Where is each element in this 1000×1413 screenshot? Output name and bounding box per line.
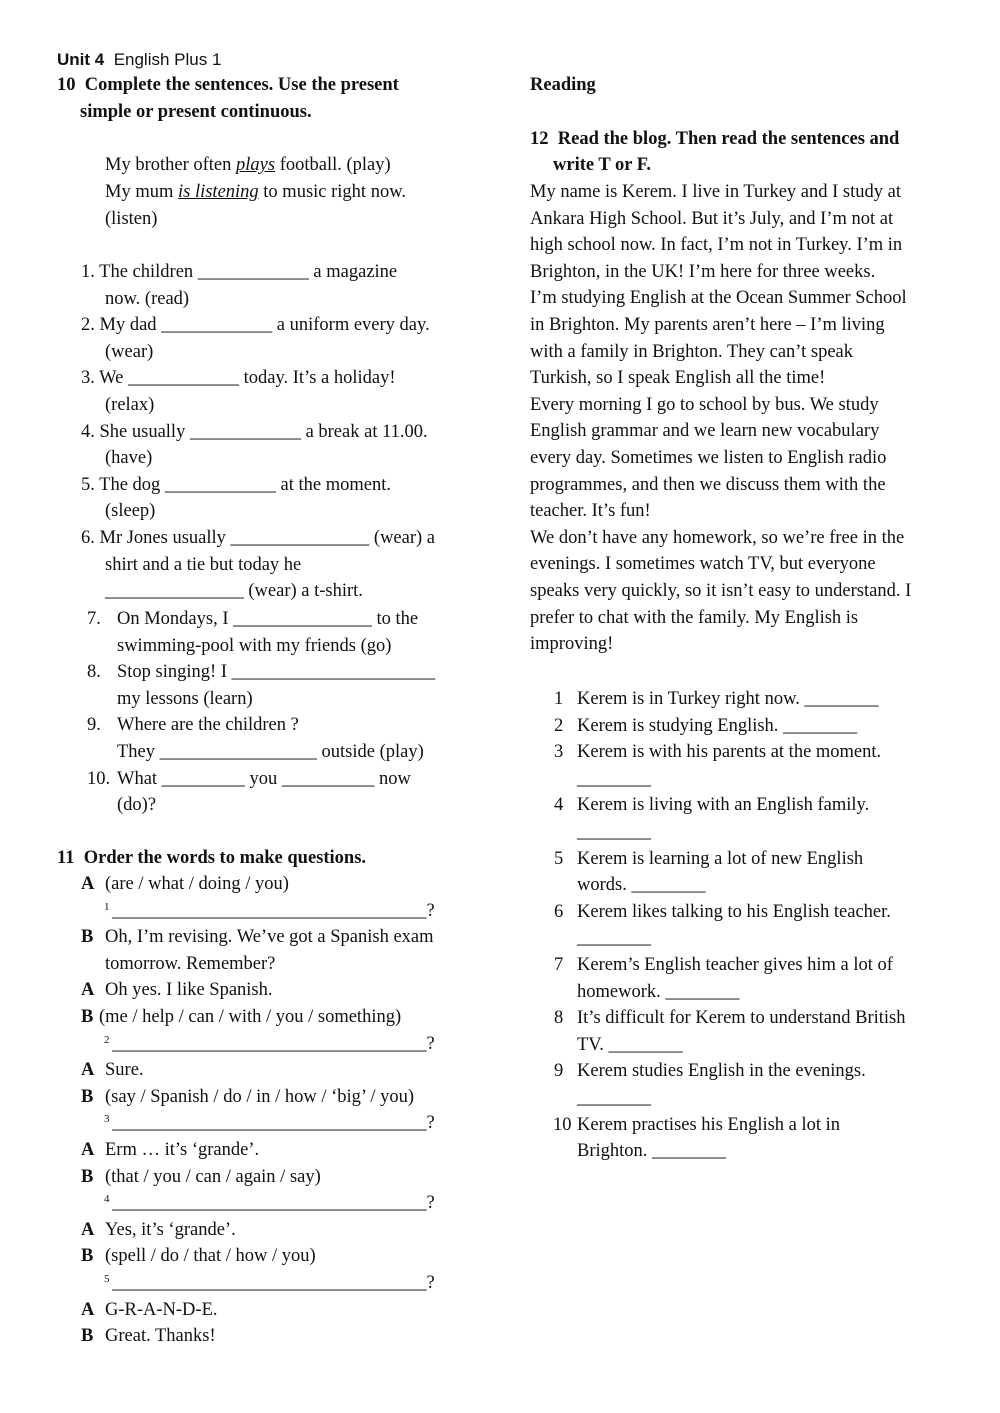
ex10-item-line: (sleep) [105, 501, 156, 522]
answer-blank-number: 2 [104, 1033, 110, 1046]
answer-blank-line: __________________________________? [112, 1113, 435, 1134]
answer-blank-line: __________________________________? [112, 900, 435, 921]
speaker-label: B [81, 1007, 94, 1027]
ex10-item-number: 9. [87, 715, 101, 736]
ex10-example-2 [105, 179, 406, 206]
answer-blank-number: 1 [104, 900, 110, 913]
answer-blank-line: __________________________________? [112, 1273, 435, 1293]
ex10-item-number: 7. [87, 609, 101, 629]
ex10-item-line: (wear) [105, 341, 154, 362]
speaker-label: A [81, 1299, 95, 1320]
dialogue-text: Yes, it’s ‘grande’. [105, 1219, 236, 1240]
answer-blank-number: 5 [104, 1273, 110, 1285]
dialogue-text: Great. Thanks! [105, 1326, 216, 1347]
speaker-label: A [81, 1140, 95, 1160]
ex10-heading [57, 72, 399, 99]
dialogue-text: (are / what / doing / you) [105, 874, 289, 894]
speaker-label: A [81, 1060, 95, 1081]
example-text: My mum [105, 182, 178, 202]
blog-line: prefer to chat with the family. My English is [530, 607, 859, 628]
dialogue-text: (that / you / can / again / say) [105, 1166, 321, 1187]
statement-text: Kerem’s English teacher gives him a lot of [577, 955, 893, 975]
answer-blank-number: 3 [104, 1113, 110, 1126]
statement-text: Kerem likes talking to his English teacher. [577, 901, 891, 922]
blog-line: I’m studying English at the Ocean Summer School [530, 288, 907, 309]
answer-blank-line: __________________________________? [112, 1193, 435, 1214]
statement-text: Kerem studies English in the evenings. [577, 1061, 866, 1082]
dialogue-text: Oh yes. I like Spanish. [105, 980, 273, 1001]
blog-line: high school now. In fact, I’m not in Turkey. I’m in [530, 235, 903, 256]
speaker-label: B [81, 1326, 94, 1347]
ex10-title-line1: Complete the sentences. Use the present [84, 75, 399, 95]
statement-number: 5 [554, 848, 564, 869]
blog-line: English grammar and we learn new vocabulary [530, 421, 880, 442]
ex10-example-2-cont: (listen) [105, 209, 158, 229]
ex10-item-line: 5. The dog ____________ at the moment. [81, 474, 392, 495]
example-text: to music right now. [258, 182, 406, 202]
statement-text: homework. ________ [577, 981, 740, 1002]
ex12-heading [530, 126, 899, 153]
ex10-item-line: 6. Mr Jones usually _______________ (wear) a [81, 528, 436, 548]
ex10-item-text: Stop singing! I ______________________ [117, 662, 436, 683]
ex12-title-line1: Read the blog. Then read the sentences and [557, 129, 900, 149]
speaker-label: B [81, 1246, 94, 1267]
unit-label: Unit 4 [57, 50, 105, 69]
ex10-item-text: On Mondays, I _______________ to the [117, 609, 419, 629]
blog-line: teacher. It’s fun! [530, 501, 651, 522]
ex11-heading [57, 845, 366, 872]
statement-text: ________ [577, 822, 651, 842]
example-answer: is listening [177, 182, 259, 202]
ex11-number: 11 [57, 848, 75, 868]
example-answer: plays [236, 155, 276, 175]
statement-number: 8 [554, 1008, 564, 1029]
statement-number: 1 [554, 689, 564, 709]
statement-number: 4 [554, 795, 564, 816]
dialogue-text: (me / help / can / with / you / something) [99, 1007, 402, 1027]
dialogue-text: Sure. [105, 1060, 144, 1081]
ex10-item-text: (do)? [117, 795, 157, 816]
statement-text: It’s difficult for Kerem to understand British [577, 1008, 906, 1029]
dialogue-text: (spell / do / that / how / you) [105, 1246, 316, 1267]
dialogue-text: (say / Spanish / do / in / how / ‘big’ / you) [105, 1086, 414, 1107]
ex10-item-number: 8. [87, 662, 101, 683]
ex10-item-line: 4. She usually ____________ a break at 11.00. [81, 421, 428, 442]
statement-text: Kerem is learning a lot of new English [577, 848, 864, 869]
statement-number: 9 [554, 1061, 564, 1082]
speaker-label: A [81, 1219, 95, 1240]
statement-text: Kerem is living with an English family. [577, 795, 870, 816]
answer-blank-number: 4 [104, 1193, 110, 1206]
ex10-item-line: 2. My dad ____________ a uniform every day. [81, 315, 430, 336]
statement-text: ________ [577, 928, 651, 949]
ex10-item-line: (have) [105, 448, 153, 469]
statement-text: Kerem is studying English. ________ [577, 715, 858, 736]
ex12-number: 12 [530, 129, 549, 149]
blog-line: improving! [530, 634, 614, 655]
statement-number: 3 [554, 742, 564, 763]
answer-blank-line: __________________________________? [112, 1033, 435, 1054]
dialogue-text: Oh, I’m revising. We’ve got a Spanish exam [105, 927, 434, 948]
statement-text: Brighton. ________ [577, 1141, 727, 1162]
ex10-item-line: 3. We ____________ today. It’s a holiday! [81, 368, 396, 389]
blog-line: Turkish, so I speak English all the time! [530, 368, 826, 389]
speaker-label: A [81, 874, 95, 894]
page-header [57, 47, 221, 74]
speaker-label: B [81, 927, 94, 948]
blog-line: evenings. I sometimes watch TV, but everyone [530, 554, 876, 575]
blog-line: Ankara High School. But it’s July, and I’m not at [530, 208, 894, 229]
ex12-title-line2: write T or F. [553, 155, 651, 175]
blog-line: speaks very quickly, so it isn’t easy to understand. I [530, 581, 912, 601]
ex10-item-text: They _________________ outside (play) [117, 742, 424, 762]
ex10-item-text: What _________ you __________ now [117, 768, 411, 789]
blog-line: every day. Sometimes we listen to English radio [530, 448, 887, 468]
dialogue-text: tomorrow. Remember? [105, 953, 276, 974]
blog-line: My name is Kerem. I live in Turkey and I study at [530, 182, 901, 202]
ex10-item-text: Where are the children ? [117, 715, 299, 736]
blog-line: in Brighton. My parents aren’t here – I’m living [530, 315, 885, 335]
speaker-label: B [81, 1166, 94, 1187]
ex10-item-text: my lessons (learn) [117, 688, 253, 709]
blog-line: programmes, and then we discuss them with the [530, 474, 886, 495]
dialogue-text: Erm … it’s ‘grande’. [105, 1140, 260, 1160]
statement-text: Kerem is in Turkey right now. ________ [577, 689, 879, 709]
dialogue-text: G-R-A-N-D-E. [105, 1299, 218, 1320]
ex10-item-number: 10. [87, 768, 111, 789]
ex11-title: Order the words to make questions. [83, 848, 367, 868]
ex10-item-text: swimming-pool with my friends (go) [117, 635, 392, 656]
speaker-label: B [81, 1086, 94, 1107]
statement-text: words. ________ [577, 875, 706, 896]
statement-text: Kerem practises his English a lot in [577, 1114, 841, 1135]
example-text: football. (play) [275, 155, 391, 175]
statement-number: 7 [554, 955, 564, 975]
statement-text: ________ [577, 1088, 651, 1108]
book-title: English Plus 1 [113, 50, 222, 69]
statement-number: 10 [553, 1114, 572, 1135]
speaker-label: A [81, 980, 95, 1001]
blog-line: Brighton, in the UK! I’m here for three weeks. [530, 261, 876, 282]
ex10-item-line: _______________ (wear) a t-shirt. [105, 581, 363, 602]
ex10-number: 10 [57, 75, 76, 95]
reading-section-title: Reading [530, 75, 596, 95]
ex10-item-line: (relax) [105, 395, 155, 415]
blog-line: Every morning I go to school by bus. We study [530, 394, 879, 415]
statement-text: ________ [577, 768, 651, 789]
example-text: My brother often [105, 155, 237, 175]
statement-text: TV. ________ [577, 1034, 683, 1055]
blog-line: We don’t have any homework, so we’re free in the [530, 527, 905, 548]
ex10-example-1 [105, 152, 391, 179]
ex10-title-line2: simple or present continuous. [80, 102, 312, 122]
statement-number: 6 [554, 901, 564, 922]
statement-number: 2 [554, 715, 564, 736]
ex10-item-line: shirt and a tie but today he [105, 554, 302, 575]
ex10-item-line: now. (read) [105, 288, 190, 309]
blog-line: with a family in Brighton. They can’t speak [530, 341, 854, 362]
ex10-item-line: 1. The children ____________ a magazine [81, 262, 398, 282]
statement-text: Kerem is with his parents at the moment. [577, 742, 882, 763]
